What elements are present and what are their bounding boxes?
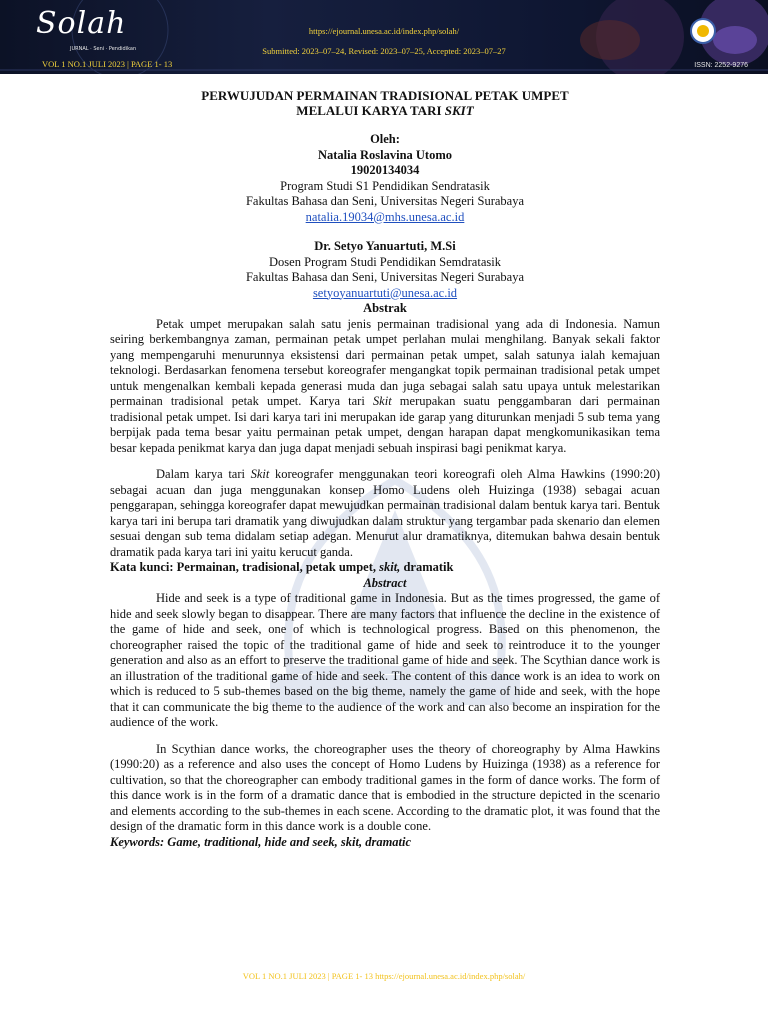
logo-subtitle: JURNAL · Seni · Pendidikan <box>70 46 137 52</box>
paper-body <box>110 88 660 850</box>
keywords-line: Keywords: Game, traditional, hide and seek, skit, dramatic <box>110 834 412 849</box>
by-label: Oleh: <box>370 132 400 146</box>
author-1-program: Program Studi S1 Pendidikan Sendratasik <box>280 178 490 193</box>
abstrak-heading: Abstrak <box>363 301 407 315</box>
author-1-id: 19020134034 <box>350 163 420 177</box>
abstrak-p1-text-a: Petak umpet merupakan salah satu jenis permainan tradisional yang ada di Indonesia. Namun seiring berkembangnya zaman, permainan petak umpet perlahan mulai menghilang. Banyak sekali faktor yang mempengaruhi menurunnya eksistensi dari permainan petak umpet, salah satunya ialah kemajuan teknologi. Berdasarkan fenomena tersebut koreografer mengangkat topik permainan tradisional petak umpet untuk mengenalkan kembali kepada generasi muda dan juga sebagai salah satu upaya untuk melestarikan permainan tradisional petak umpet. Karya tari <box>110 316 660 408</box>
abstrak-p2-italic: Skit <box>250 467 270 481</box>
title-line-1: PERWUJUDAN PERMAINAN TRADISIONAL PETAK UMPET <box>201 88 569 103</box>
title-line-2-italic: SKIT <box>444 103 474 118</box>
author-2-program: Dosen Program Studi Pendidikan Semdratasik <box>269 254 501 269</box>
abstrak-paragraph-1 <box>110 317 660 457</box>
kata-kunci-text-a: Kata kunci: Permainan, tradisional, petak umpet, <box>110 560 380 574</box>
abstrak-p1-text-b: merupakan suatu penggambaran dari permainan tradisional petak umpet. Isi dari karya tari ini merupakan ide garap yang diturunkan menjadi 5 sub tema yang berpijak pada tema besar yaitu permainan petak umpet, dengan harapan dapat mengkomunikasikan tema besar kepada penikmat karya dan juga dapat menjadi sebuah inspirasi bagi penikmat karya. <box>110 394 660 455</box>
page-footer: VOL 1 NO.1 JULI 2023 | PAGE 1- 13 https://ejournal.unesa.ac.id/index.php/solah/ <box>242 971 526 981</box>
abstrak-p2-text-a: Dalam karya tari <box>156 467 251 481</box>
title-line-2-text: MELALUI KARYA TARI <box>296 103 445 118</box>
author-1-faculty: Fakultas Bahasa dan Seni, Universitas Negeri Surabaya <box>245 194 525 208</box>
volume-page-info: VOL 1 NO.1 JULI 2023 | PAGE 1- 13 <box>42 59 173 69</box>
journal-header-banner <box>0 0 768 74</box>
author-1-name: Natalia Roslavina Utomo <box>317 147 453 162</box>
author-2-faculty: Fakultas Bahasa dan Seni, Universitas Negeri Surabaya <box>245 270 525 284</box>
kata-kunci-italic: skit, <box>379 560 401 574</box>
journal-url[interactable]: https://ejournal.unesa.ac.id/index.php/solah/ <box>308 26 460 36</box>
issn-number: ISSN: 2252-9276 <box>694 62 748 69</box>
abstract-heading: Abstract <box>363 575 407 590</box>
abstrak-paragraph-2 <box>110 467 660 560</box>
title-line-2 <box>110 103 660 118</box>
paper-title <box>110 88 660 118</box>
abstract-paragraph-2: In Scythian dance works, the choreographer uses the theory of choreography by Alma Hawkins (1990:20) as a reference and also uses the concept of Homo Ludens by Huizinga (1938) as a reference for cultivation, so that the choreographer can embody traditional games in the form of dance works. The form of this dance work is in the form of a dramatic dance that is embodied in the structure depicted in the scenario and elements according to the sub-themes in each scene. According to the dramatic plot, it was found that the design of the dramatic form in this dance work is a double cone. <box>110 741 660 833</box>
university-emblem-icon <box>690 18 716 44</box>
author-2-email-link[interactable]: setyoyanuartuti@unesa.ac.id <box>312 285 458 300</box>
abstract-paragraph-1: Hide and seek is a type of traditional game in Indonesia. But as the times progressed, the game of hide and seek slowly began to disappear. There are many factors that influence the decline in the existence of the game of hide and seek, one of which is technological progress. Based on this phenomenon, the choreographer raised the topic of the traditional game of hide and seek to reintroduce it to the younger generation and also as an effort to preserve the traditional game of hide and seek. The Scythian dance work is an illustration of the traditional game of hide and seek. The content of this dance work is an idea to work on which is reduced to 5 sub-themes based on the big theme, namely the game of hide and seek, with the hope that it can communicate the big theme to the audience of the work and can also become an inspiration for the audience of the work. <box>110 591 660 729</box>
kata-kunci-line <box>110 560 660 576</box>
abstrak-p2-text-b: koreografer menggunakan teori koreografi oleh Alma Hawkins (1990:20) sebagai acuan dan juga menggunakan konsep Homo Ludens oleh Huizinga (1938) sebagai acuan penggarapan, sehingga koreografer dapat mewujudkan permainan tradisional dalam bentuk karya tari. Bentuk karya tari ini berupa tari dramatik yang diwujudkan dalam struktur yang tergambar pada skenario dan elemen sesuai dengan sub tema didalam setiap adegan. Menurut alur dramatiknya, ditemukan bahwa desain bentuk dramatik pada karya tari ini yaitu kerucut ganda. <box>110 467 661 559</box>
author-1-email-link[interactable]: natalia.19034@mhs.unesa.ac.id <box>305 209 465 224</box>
author-2-block <box>110 239 660 301</box>
abstrak-p1-italic: Skit <box>372 394 392 408</box>
author-1-block <box>110 132 660 225</box>
logo-wordmark: Solah <box>36 6 127 41</box>
submission-dates: Submitted: 2023–07–24, Revised: 2023–07–25, Accepted: 2023–07–27 <box>262 46 506 56</box>
author-2-name: Dr. Setyo Yanuartuti, M.Si <box>314 239 456 253</box>
kata-kunci-text-b: dramatik <box>400 560 454 574</box>
